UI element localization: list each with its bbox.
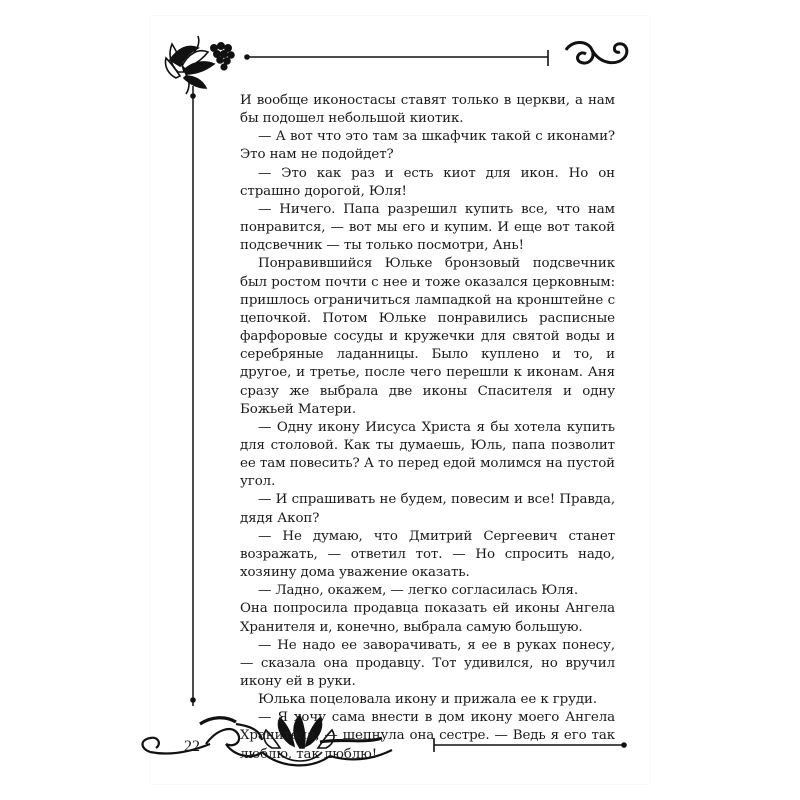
paragraph: — А вот что это там за шкафчик такой с иконами? Это нам не подойдет?: [240, 129, 615, 163]
floral-ornament-top-left: [165, 36, 234, 94]
paragraph: Юлька поцеловала икону и прижала ее к груди.: [258, 692, 598, 708]
paragraph: — Одну икону Иисуса Христа я бы хотела купить для столовой. Как ты думаешь, Юль, папа позволит ее там повесить? А то перед едой молимся на пустой угол.: [240, 419, 615, 490]
paragraph: Она попросила продавца показать ей иконы Ангела Хранителя и, конечно, выбрала самую большую.: [240, 601, 615, 635]
top-rule: [244, 50, 548, 66]
paragraph: — Это как раз и есть киот для икон. Но он страшно дорогой, Юля!: [240, 165, 615, 199]
page-number: 22: [184, 738, 200, 755]
scroll-ornament-top-right: [566, 43, 627, 64]
paragraph: — Не надо ее заворачивать, я ее в руках понесу, — сказала она продавцу. Тот удивился, но вручил икону ей в руки.: [240, 637, 615, 689]
paragraph: — И спрашивать не будем, повесим и все! Правда, дядя Акоп?: [240, 492, 615, 526]
paragraph: И вообще иконостасы ставят только в церкви, а нам бы подошел небольшой киотик.: [240, 93, 615, 127]
paragraph: — Ладно, окажем, — легко согласилась Юля.: [258, 583, 579, 599]
paragraph: — Ничего. Папа разрешил купить все, что нам понравится, — вот мы его и купим. И еще вот такой подсвечник — ты только посмотри, Ань!: [240, 201, 615, 254]
left-vertical-rule: [190, 86, 196, 706]
paragraph: Понравившийся Юльке бронзовый подсвечник был ростом почти с нее и тоже оказался церковным: пришлось ограничиться лампадкой на кронштейне с цепочкой. Потом Юльке понравились расписные фарфоровые сосуды и кружечки для святой воды и серебряные ладанницы. Было куплено и то, и другое, и третье, после чего перешли к иконам. Аня сразу же выбрала две иконы Спасителя и одну Божьей Матери.: [240, 256, 615, 417]
page-body-text: [240, 92, 615, 764]
paragraph: — Не думаю, что Дмитрий Сергеевич станет возражать, — ответил тот. — Но спросить надо, хозяину дома уважение оказать.: [240, 528, 615, 581]
paragraph: — Я хочу сама внести в дом икону моего Ангела Хранителя, — шепнула она сестре. — Ведь я его так люблю, так люблю!: [240, 710, 615, 762]
